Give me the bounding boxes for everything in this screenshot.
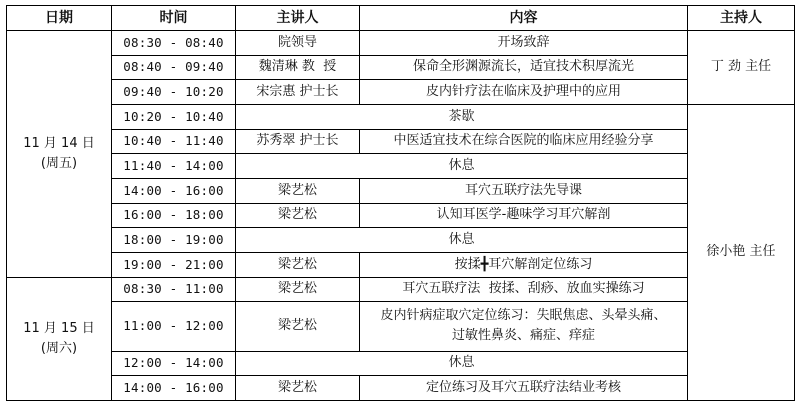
content-cell: 中医适宜技术在综合医院的临床应用经验分享 <box>360 129 688 154</box>
table-row <box>7 302 795 351</box>
merged-cell: 休息 <box>236 154 688 179</box>
table-row <box>7 31 795 56</box>
header-date: 日期 <box>7 6 112 31</box>
time-cell: 08:30 - 11:00 <box>112 277 236 302</box>
content-line: 过敏性鼻炎、痛症、痒症 <box>451 328 595 344</box>
table-row <box>7 228 795 253</box>
speaker-cell: 梁艺松 <box>236 376 360 401</box>
date-cell-day1 <box>7 31 112 278</box>
header-time: 时间 <box>112 6 236 31</box>
date-day1: 11 月 14 日 <box>23 135 95 151</box>
speaker-cell: 梁艺松 <box>236 252 360 277</box>
table-row <box>7 277 795 302</box>
speaker-cell: 梁艺松 <box>236 178 360 203</box>
time-cell: 14:00 - 16:00 <box>112 178 236 203</box>
time-cell: 18:00 - 19:00 <box>112 228 236 253</box>
content-cell: 耳穴五联疗法 按揉、刮痧、放血实操练习 <box>360 277 688 302</box>
time-cell: 08:40 - 09:40 <box>112 55 236 80</box>
weekday-day2: (周六) <box>40 340 78 356</box>
speaker-cell: 魏清琳 教 授 <box>236 55 360 80</box>
time-cell: 11:00 - 12:00 <box>112 302 236 351</box>
content-cell-multiline <box>360 302 688 351</box>
time-cell: 12:00 - 14:00 <box>112 351 236 376</box>
content-line: 皮内针病症取穴定位练习：失眠焦虑、头晕头痛、 <box>380 308 667 324</box>
content-cell: 耳穴五联疗法先导课 <box>360 178 688 203</box>
content-cell: 保命全形渊源流长，适宜技术积厚流光 <box>360 55 688 80</box>
host-cell-2: 徐小艳 主任 <box>688 104 795 400</box>
header-host: 主持人 <box>688 6 795 31</box>
content-cell: 皮内针疗法在临床及护理中的应用 <box>360 80 688 105</box>
time-cell: 10:20 - 10:40 <box>112 104 236 129</box>
header-speaker: 主讲人 <box>236 6 360 31</box>
time-cell: 19:00 - 21:00 <box>112 252 236 277</box>
weekday-day1: (周五) <box>40 155 78 171</box>
merged-cell: 休息 <box>236 351 688 376</box>
table-row <box>7 203 795 228</box>
merged-cell: 茶歇 <box>236 104 688 129</box>
time-cell: 09:40 - 10:20 <box>112 80 236 105</box>
merged-cell: 休息 <box>236 228 688 253</box>
speaker-cell: 梁艺松 <box>236 203 360 228</box>
table-row <box>7 178 795 203</box>
date-cell-day2 <box>7 277 112 400</box>
content-cell: 认知耳医学-趣味学习耳穴解剖 <box>360 203 688 228</box>
table-row <box>7 252 795 277</box>
table-row <box>7 104 795 129</box>
speaker-cell: 宋宗惠 护士长 <box>236 80 360 105</box>
date-day2: 11 月 15 日 <box>23 320 95 336</box>
table-row <box>7 129 795 154</box>
header-content: 内容 <box>360 6 688 31</box>
content-cell: 按揉╋耳穴解剖定位练习 <box>360 252 688 277</box>
table-row <box>7 154 795 179</box>
table-row <box>7 55 795 80</box>
header-row <box>7 6 795 31</box>
table-row <box>7 376 795 401</box>
time-cell: 11:40 - 14:00 <box>112 154 236 179</box>
speaker-cell: 苏秀翠 护士长 <box>236 129 360 154</box>
speaker-cell: 院领导 <box>236 31 360 56</box>
time-cell: 14:00 - 16:00 <box>112 376 236 401</box>
table-row <box>7 351 795 376</box>
schedule-table <box>6 5 795 401</box>
time-cell: 10:40 - 11:40 <box>112 129 236 154</box>
speaker-cell: 梁艺松 <box>236 277 360 302</box>
speaker-cell: 梁艺松 <box>236 302 360 351</box>
table-row <box>7 80 795 105</box>
time-cell: 16:00 - 18:00 <box>112 203 236 228</box>
host-cell-1: 丁 劲 主任 <box>688 31 795 105</box>
content-cell: 开场致辞 <box>360 31 688 56</box>
content-cell: 定位练习及耳穴五联疗法结业考核 <box>360 376 688 401</box>
time-cell: 08:30 - 08:40 <box>112 31 236 56</box>
